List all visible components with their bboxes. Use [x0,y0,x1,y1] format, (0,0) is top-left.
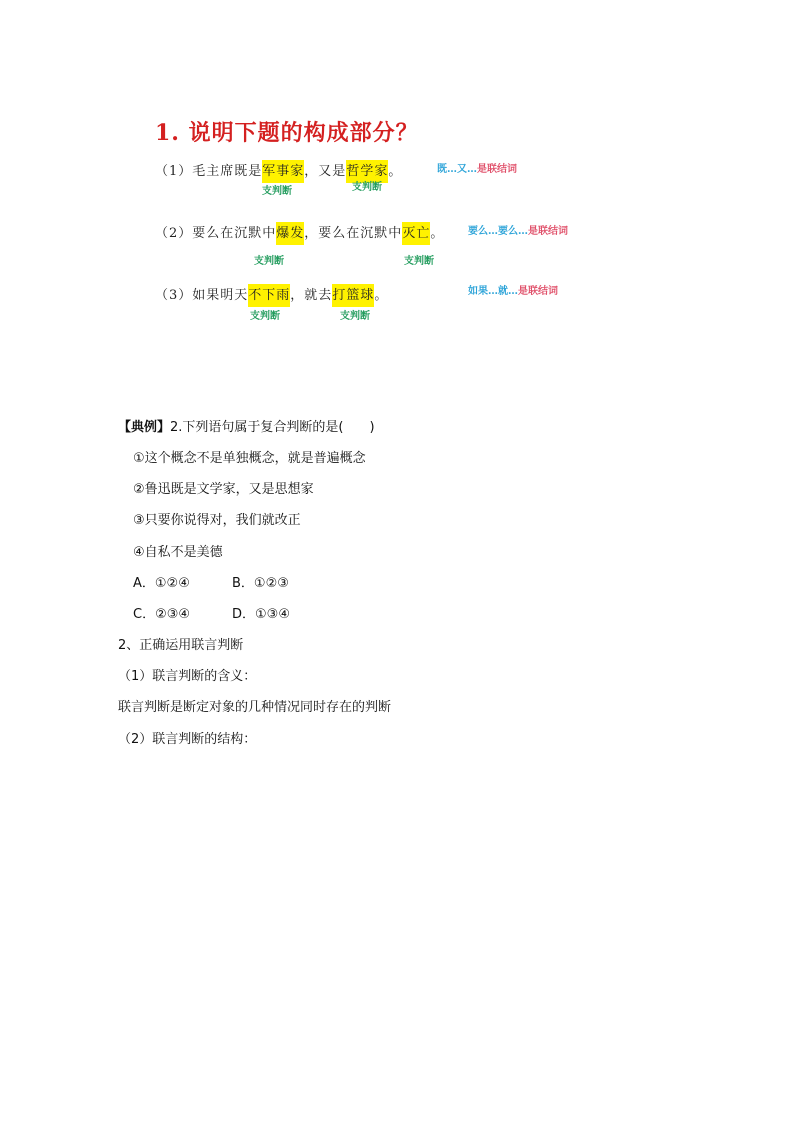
note-1 [437,160,517,175]
sentence-1-mid: ，又是 [304,164,347,179]
sentence-2-mid: ，要么在沉默中 [304,226,403,241]
note-2-label: 是联结词 [528,226,568,237]
example-question-text: 2.下列语句属于复合判断的是( ) [170,420,375,435]
highlight-1b: 哲学家 [346,160,388,183]
tag-1b: 支判断 [352,182,382,193]
choice-b [232,572,289,591]
sentence-1 [155,160,402,179]
choice-a-value: ①②④ [154,576,190,591]
sentence-3-prefix: （3）如果明天 [155,288,249,303]
section2-heading: 2、正确运用联言判断 [118,638,244,653]
note-1-label: 是联结词 [477,164,517,175]
sentence-1-suffix: 。 [388,164,403,179]
section2-sub2: （2）联言判断的结构： [118,732,257,747]
choice-c [133,603,190,622]
choice-d [232,603,290,622]
tag-2b: 支判断 [404,256,434,267]
note-3 [468,282,558,297]
option-2: ②鲁迅既是文学家，又是思想家 [133,482,314,497]
tag-3b: 支判断 [340,311,370,322]
choice-c-key: C． [133,607,156,622]
tag-1a: 支判断 [262,186,292,197]
sentence-1-prefix: （1）毛主席既是 [155,164,263,179]
sentence-3-suffix: 。 [374,288,389,303]
choice-d-key: D． [232,607,256,622]
choice-b-value: ①②③ [253,576,289,591]
tag-2a: 支判断 [254,256,284,267]
section-title: 1. 说明下题的构成部分？ [155,120,419,146]
note-2-connective: 要么…要么… [468,226,528,237]
highlight-2a: 爆发 [276,222,304,245]
choice-a [133,572,190,591]
highlight-3a: 不下雨 [248,284,290,307]
choice-b-key: B． [232,576,254,591]
note-1-connective: 既…又… [437,164,477,175]
section2-definition: 联言判断是断定对象的几种情况同时存在的判断 [118,700,392,715]
example-label: 【典例】 [118,420,171,435]
option-1: ①这个概念不是单独概念，就是普遍概念 [133,451,366,466]
option-3: ③只要你说得对，我们就改正 [133,513,301,528]
tag-3a: 支判断 [250,311,280,322]
sentence-2 [155,222,444,241]
highlight-3b: 打篮球 [332,284,374,307]
section2-sub1: （1）联言判断的含义： [118,669,257,684]
note-3-label: 是联结词 [518,286,558,297]
note-3-connective: 如果…就… [468,286,518,297]
choice-a-key: A． [133,576,155,591]
note-2 [468,222,568,237]
highlight-2b: 灭亡 [402,222,430,245]
choice-c-value: ②③④ [155,607,191,622]
sentence-2-prefix: （2）要么在沉默中 [155,226,277,241]
example-question [118,416,375,435]
choice-d-value: ①③④ [255,607,290,622]
option-4: ④自私不是美德 [133,545,223,560]
sentence-3-mid: ，就去 [290,288,333,303]
sentence-3 [155,284,388,303]
sentence-2-suffix: 。 [430,226,445,241]
highlight-1a: 军事家 [262,160,304,183]
